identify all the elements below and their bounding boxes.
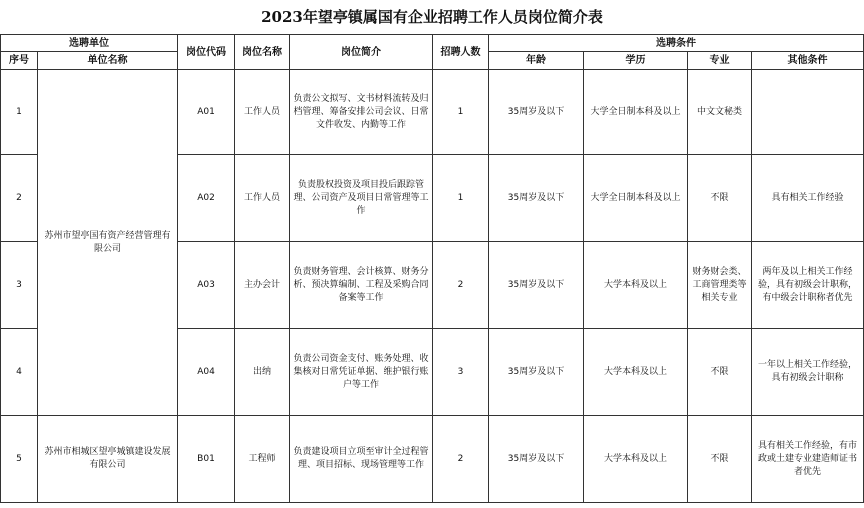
table-row: [1, 70, 864, 155]
cell-recruit-count: 1: [433, 70, 489, 155]
cell-age: 35周岁及以下: [489, 242, 584, 329]
cell-post-intro: 负责公文拟写、文书材料流转及归档管理、筹备安排公司会议、日常文件收发、内勤等工作: [290, 70, 433, 155]
cell-age: 35周岁及以下: [489, 155, 584, 242]
cell-post-code: B01: [178, 416, 235, 503]
cell-post-name: 主办会计: [235, 242, 290, 329]
cell-seq: 4: [1, 329, 38, 416]
cell-major: 不限: [688, 416, 752, 503]
cell-education: 大学本科及以上: [584, 329, 688, 416]
header-major: 专业: [688, 52, 752, 70]
cell-recruit-count: 2: [433, 416, 489, 503]
header-unit-name: 单位名称: [38, 52, 178, 70]
cell-age: 35周岁及以下: [489, 416, 584, 503]
job-table: [0, 34, 864, 503]
cell-seq: 1: [1, 70, 38, 155]
header-post-intro: 岗位简介: [290, 35, 433, 70]
cell-education: 大学本科及以上: [584, 416, 688, 503]
cell-other: 一年以上相关工作经验，具有初级会计职称: [752, 329, 864, 416]
cell-unit-name: 苏州市望亭国有资产经营管理有限公司: [38, 70, 178, 416]
cell-post-intro: 负责股权投资及项目投后跟踪管理、公司资产及项目日常管理等工作: [290, 155, 433, 242]
header-seq: 序号: [1, 52, 38, 70]
page-title: 2023年望亭镇属国有企业招聘工作人员岗位简介表: [261, 8, 603, 26]
cell-recruit-count: 3: [433, 329, 489, 416]
header-post-code: 岗位代码: [178, 35, 235, 70]
cell-post-code: A01: [178, 70, 235, 155]
cell-post-intro: 负责建设项目立项至审计全过程管理、项目招标、现场管理等工作: [290, 416, 433, 503]
header-unit-group: 选聘单位: [1, 35, 178, 52]
cell-recruit-count: 1: [433, 155, 489, 242]
cell-post-name: 工作人员: [235, 155, 290, 242]
header-recruit-count: 招聘人数: [433, 35, 489, 70]
cell-recruit-count: 2: [433, 242, 489, 329]
header-education: 学历: [584, 52, 688, 70]
cell-other: [752, 70, 864, 155]
cell-other: 具有相关工作经验，有市政或土建专业建造师证书者优先: [752, 416, 864, 503]
cell-other: 具有相关工作经验: [752, 155, 864, 242]
cell-major: 财务财会类、工商管理类等相关专业: [688, 242, 752, 329]
header-other: 其他条件: [752, 52, 864, 70]
cell-age: 35周岁及以下: [489, 329, 584, 416]
cell-post-code: A02: [178, 155, 235, 242]
cell-post-name: 出纳: [235, 329, 290, 416]
cell-major: 不限: [688, 329, 752, 416]
cell-post-name: 工作人员: [235, 70, 290, 155]
cell-seq: 2: [1, 155, 38, 242]
cell-seq: 5: [1, 416, 38, 503]
cell-unit-name: 苏州市相城区望亭城镇建设发展有限公司: [38, 416, 178, 503]
cell-other: 两年及以上相关工作经验，具有初级会计职称，有中级会计职称者优先: [752, 242, 864, 329]
header-row-1: [1, 35, 864, 52]
cell-education: 大学本科及以上: [584, 242, 688, 329]
cell-major: 不限: [688, 155, 752, 242]
header-conditions-group: 选聘条件: [489, 35, 864, 52]
cell-major: 中文文秘类: [688, 70, 752, 155]
cell-seq: 3: [1, 242, 38, 329]
header-post-name: 岗位名称: [235, 35, 290, 70]
cell-post-intro: 负责财务管理、会计核算、财务分析、预决算编制、工程及采购合同备案等工作: [290, 242, 433, 329]
cell-post-code: A03: [178, 242, 235, 329]
cell-post-intro: 负责公司资金支付、账务处理、收集核对日常凭证单据、维护银行账户等工作: [290, 329, 433, 416]
cell-education: 大学全日制本科及以上: [584, 155, 688, 242]
header-age: 年龄: [489, 52, 584, 70]
cell-post-code: A04: [178, 329, 235, 416]
cell-post-name: 工程师: [235, 416, 290, 503]
table-row: [1, 416, 864, 503]
cell-age: 35周岁及以下: [489, 70, 584, 155]
cell-education: 大学全日制本科及以上: [584, 70, 688, 155]
